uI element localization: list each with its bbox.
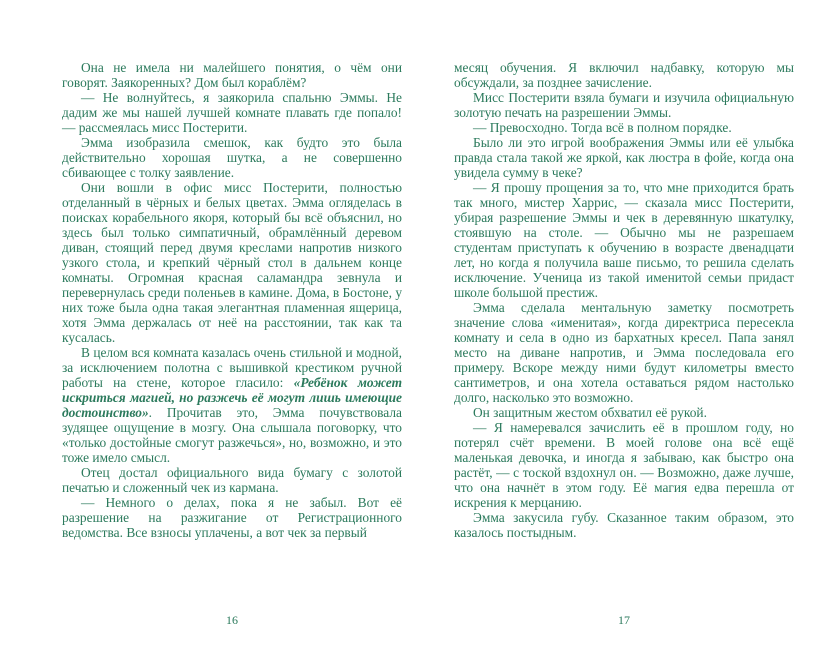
paragraph: Она не имела ни малейшего понятия, о чём они говорят. Заякоренных? Дом был кораблём? xyxy=(62,60,402,90)
paragraph: месяц обучения. Я включил надбавку, которую мы обсуждали, за позднее зачисление. xyxy=(454,60,794,90)
paragraph: — Не волнуйтесь, я заякорила спальню Эммы. Не дадим же мы нашей лучшей комнате плавать где попало! — рассмеялась мисс Постерити. xyxy=(62,90,402,135)
paragraph xyxy=(62,345,402,465)
right-page-text xyxy=(454,60,794,540)
paragraph: Они вошли в офис мисс Постерити, полностью отделанный в чёрных и белых цветах. Эмма огляделась в поисках корабельного якоря, который бы всё объяснил, но здесь был только симпатичный, обрамлённый деревом диван, стоящий перед двумя креслами напротив низкого узкого стола, и крепкий чёрный стол в дальнем конце комнаты. Огромная красная саламандра зевнула и перевернулась среди поленьев в камине. Дома, в Бостоне, у них тоже была одна такая элегантная пламенная ящерица, хотя Эмма держалась от неё на расстоянии, так как та кусалась. xyxy=(62,180,403,345)
paragraph: Эмма закусила губу. Сказанное таким образом, это казалось постыдным. xyxy=(454,510,794,540)
paragraph: Эмма изобразила смешок, как будто это была действительно хорошая шутка, а не совершенно сбивающее с толку заявление. xyxy=(62,135,402,180)
left-page-number: 16 xyxy=(226,613,238,627)
paragraph: — Немного о делах, пока я не забыл. Вот её разрешение на разжигание от Регистрационного ведомства. Все взносы уплачены, а вот чек за первый xyxy=(62,495,402,540)
paragraph: Эмма сделала ментальную заметку посмотреть значение слова «именитая», когда директриса пересекла комнату и села в одно из бархатных кресел. Папа занял место на диване напротив, и Эмма последовала его примеру. Вскоре между ними будут километры вместо сантиметров, и она хотела оставаться рядом настолько долго, насколько это возможно. xyxy=(454,300,794,405)
paragraph: Он защитным жестом обхватил её рукой. xyxy=(473,405,707,420)
paragraph: — Я намеревался зачислить её в прошлом году, но потерял счёт времени. В моей голове она всё ещё маленькая девочка, и иногда я забываю, как быстро она растёт, — с тоской вздохнул он. — Возможно, даже лучше, что она начнёт в этом году. Её магия едва перешла от искрения к мерцанию. xyxy=(454,420,794,510)
right-page xyxy=(454,60,794,628)
left-page-text xyxy=(62,60,402,540)
paragraph: — Превосходно. Тогда всё в полном порядке. xyxy=(473,120,732,135)
paragraph: — Я прошу прощения за то, что мне приходится брать так много, мистер Харрис, — сказала мисс Постерити, убирая разрешение Эммы и чек в деревянную шкатулку, стоявшую на столе. — Обычно мы не разрешаем студентам приступать к обучению в возрасте двенадцати лет, но когда я получила ваше письмо, то решила сделать исключение. Ученица из такой именитой семьи придаст школе большой престиж. xyxy=(454,180,794,300)
paragraph-text: . Прочитав это, Эмма почувствовала зудящее ощущение в мозгу. Она слышала поговорку, что «только достойные смогут разжечься», но, возможно, и это тоже имело смысл. xyxy=(62,405,402,465)
left-page xyxy=(62,60,402,628)
paragraph: Мисс Постерити взяла бумаги и изучила официальную золотую печать на разрешении Эммы. xyxy=(454,90,794,120)
paragraph: Было ли это игрой воображения Эммы или её улыбка правда стала такой же яркой, как люстра в фойе, когда она увидела сумму в чеке? xyxy=(454,135,794,180)
paragraph: Отец достал официального вида бумагу с золотой печатью и сложенный чек из кармана. xyxy=(62,465,402,495)
paragraph-text: В целом вся комната казалась очень стильной и модной, за исключением полотна с вышивкой крестиком ручной работы на стене, которое гласило: xyxy=(62,345,402,390)
right-page-number: 17 xyxy=(618,613,630,627)
embroidery-quote: «Ребёнок может искриться магией, но разжечь её могут лишь имеющие достоинство» xyxy=(62,375,402,420)
